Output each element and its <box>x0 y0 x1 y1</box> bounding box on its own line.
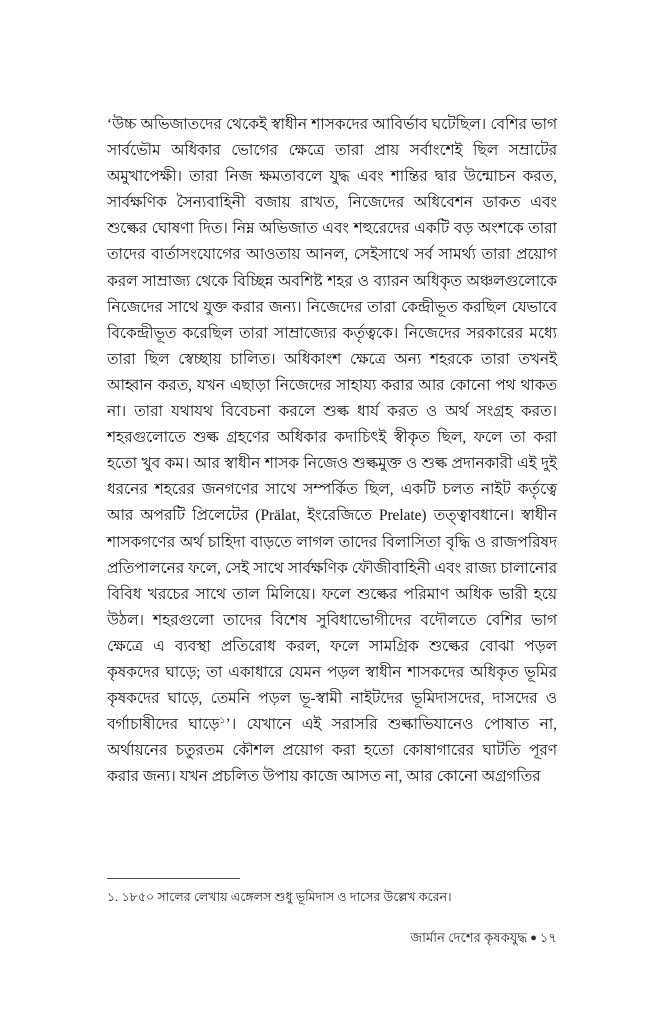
paragraph-segment-1: ‘উচ্চ অভিজাতদের থেকেই স্বাধীন শাসকদের আবির্ভাব ঘটেছিল। বেশির ভাগ সার্বভৌম অধিকার ভোগের ক্ষেত্রে তারা প্রায় সর্বাংশেই ছিল সম্রাটের অমুখাপেক্ষী। তারা নিজ ক্ষমতাবলে যুদ্ধ এবং শান্তির দ্বার উন্মোচন করত, সার্বক্ষণিক সৈন্যবাহিনী বজায় রাখত, নিজেদের অধিবেশন ডাকত এবং শুল্কের ঘোষণা দিত। নিম্ন অভিজাত এবং শহুরেদের একটি বড় অংশকে তারা তাদের বার্তাসংযোগের আওতায় আনল, সেইসাথে সর্ব সামর্থ্য তারা প্রয়োগ করল সাম্রাজ্য থেকে বিচ্ছিন্ন অবশিষ্ট শহর ও ব্যারন অধিকৃত অঞ্চলগুলোকে নিজেদের সাথে যুক্ত করার জন্য। নিজেদের তারা কেন্দ্রীভূত করছিল যেভাবে বিকেন্দ্রীভূত করেছিল তারা সাম্রাজ্যের কর্তৃত্বকে। নিজেদের সরকারের মধ্যে তারা ছিল স্বেচ্ছায় চালিত। অধিকাংশ ক্ষেত্রে অন্য শহরকে তারা তখনই আহ্বান করত, যখন এছাড়া নিজেদের সাহায্য করার আর কোনো পথ থাকত না। তারা যথাযথ বিবেচনা করলে শুল্ক ধার্য করত ও অর্থ সংগ্রহ করত। শহরগুলোতে শুল্ক গ্রহণের অধিকার কদাচিৎই স্বীকৃত ছিল, ফলে তা করা হতো খুব কম। আর স্বাধীন শাসক নিজেও শুল্কমুক্ত ও শুল্ক প্রদানকারী এই দুই ধরনের শহরের জনগণের সাথে সম্পর্কিত ছিল, একটি চলত নাইট কর্তৃত্বে আর অপরটি প্রিলেটের <box>107 116 557 525</box>
latin-inline-bengali: ইংরেজিতে <box>300 507 379 525</box>
page-footer <box>107 928 557 948</box>
body-text-column <box>107 112 557 790</box>
paragraph-segment-2: তত্ত্বাবধানে। স্বাধীন শাসকগণের অর্থ চাহিদা বাড়তে লাগল তাদের বিলাসিতা বৃদ্ধি ও রাজপরিষদ প্রতিপালনের ফলে, সেই সাথে সার্বক্ষণিক ফৌজীবাহিনী এবং রাজ্য চালানোর বিবিধ খরচের সাথে তাল মিলিয়ে। ফলে শুল্কের পরিমাণ অধিক ভারী হয়ে উঠল। শহরগুলো তাদের বিশেষ সুবিধাভোগীদের বদৌলতে বেশির ভাগ ক্ষেত্রে এ ব্যবস্থা প্রতিরোধ করল, ফলে সামগ্রিক শুল্কের বোঝা পড়ল কৃষকদের ঘাড়ে; তা একাধারে যেমন পড়ল স্বাধীন শাসকদের অধিকৃত ভূমির কৃষকদের ঘাড়ে, তেমনি পড়ল ভূ-স্বামী নাইটদের ভূমিদাসদের, দাসদের ও বর্গাচাষীদের ঘাড়ে <box>107 507 557 734</box>
latin-term-prelate: Prelate) <box>378 507 427 525</box>
latin-term-pralat: (Prälat, <box>255 507 301 525</box>
footnote-reference-marker[interactable]: ১ <box>219 716 226 727</box>
footnote-separator-rule <box>107 878 240 879</box>
footer-book-title: জার্মান দেশের কৃষকযুদ্ধ <box>410 930 528 945</box>
paragraph-segment-3: ’। যেখানে এই সরাসরি শুল্কাভিযানেও পোষাত না, অর্থায়নের চতুরতম কৌশল প্রয়োগ করা হতো কোষাগারের ঘাটতি পূরণ করার জন্য। যখন প্রচলিত উপায় কাজে আসত না, আর কোনো অগ্রগতির <box>107 716 557 786</box>
footnote-block <box>107 878 557 907</box>
footnote-text: ১. ১৮৫০ সালের লেখায় এঙ্গেলস শুধু ভূমিদাস ও দাসের উল্লেখ করেন। <box>107 890 452 904</box>
footer-separator-dot: ● <box>530 932 537 944</box>
footer-page-number: ১৭ <box>539 930 557 945</box>
body-paragraph <box>107 112 557 790</box>
